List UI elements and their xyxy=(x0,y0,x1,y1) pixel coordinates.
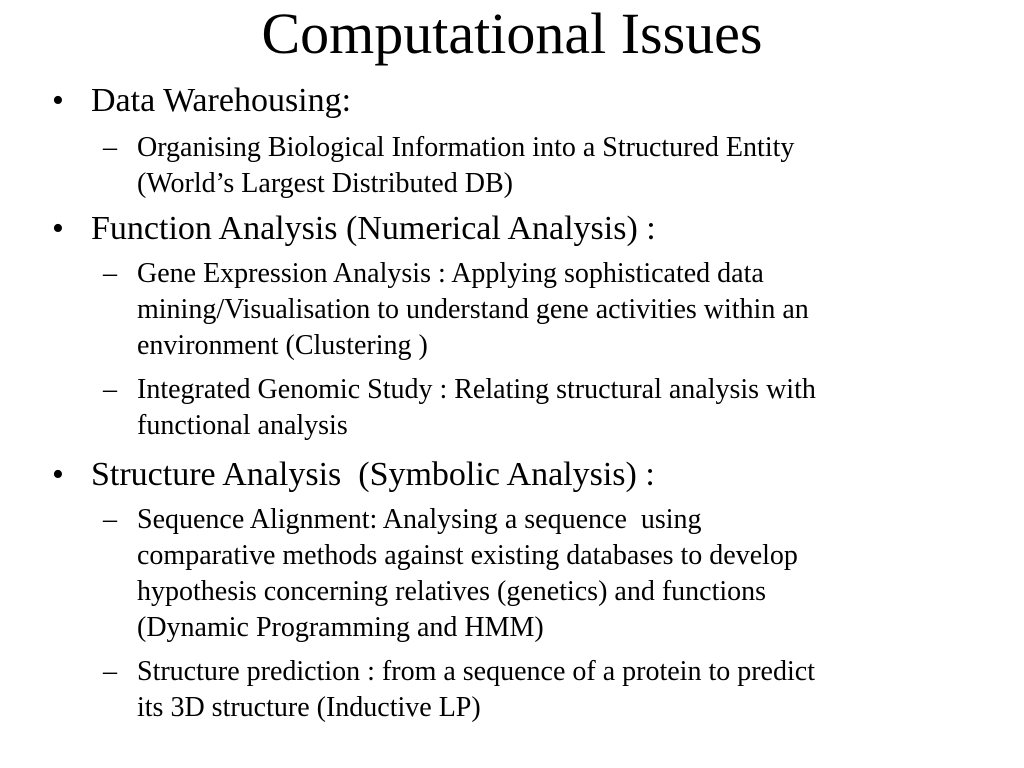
bullet-marker: • xyxy=(52,456,64,493)
sub-item-line: environment (Clustering ) xyxy=(137,330,428,361)
sub-marker: – xyxy=(103,504,117,535)
bullet-data-warehousing xyxy=(0,80,1024,122)
sub-item-line: comparative methods against existing databases to develop xyxy=(137,540,798,571)
sub-item-line: Structure prediction : from a sequence of a protein to predict xyxy=(137,656,815,687)
sub-marker: – xyxy=(103,132,117,163)
sub-item-line: hypothesis concerning relatives (genetics) and functions xyxy=(137,576,767,607)
bullet-function-analysis xyxy=(0,208,1024,250)
bullet-text: Function Analysis (Numerical Analysis) : xyxy=(91,210,656,247)
bullet-structure-analysis xyxy=(0,454,1024,496)
bullet-text: Structure Analysis (Symbolic Analysis) : xyxy=(91,456,655,493)
sub-item-sequence-alignment xyxy=(0,502,977,646)
sub-item-line: its 3D structure (Inductive LP) xyxy=(137,692,481,723)
sub-item-organising-information xyxy=(0,130,977,202)
sub-item-line: (Dynamic Programming and HMM) xyxy=(137,612,544,643)
sub-item-line: mining/Visualisation to understand gene activities within an xyxy=(137,294,809,325)
sub-item-line: functional analysis xyxy=(137,410,348,441)
slide-title: Computational Issues xyxy=(261,1,763,66)
sub-marker: – xyxy=(103,258,117,289)
sub-item-line: Sequence Alignment: Analysing a sequence using xyxy=(137,504,702,535)
slide-content xyxy=(0,80,1024,726)
bullet-text: Data Warehousing: xyxy=(91,82,352,119)
sub-item-line: (World’s Largest Distributed DB) xyxy=(137,168,513,199)
sub-marker: – xyxy=(103,656,117,687)
bullet-marker: • xyxy=(52,82,64,119)
sub-item-line: Gene Expression Analysis : Applying sophisticated data xyxy=(137,258,764,289)
sub-item-gene-expression xyxy=(0,256,977,364)
sub-item-structure-prediction xyxy=(0,654,977,726)
bullet-marker: • xyxy=(52,210,64,247)
sub-marker: – xyxy=(103,374,117,405)
sub-item-line: Integrated Genomic Study : Relating structural analysis with xyxy=(137,374,816,405)
sub-item-integrated-genomic-study xyxy=(0,372,977,444)
sub-item-line: Organising Biological Information into a Structured Entity xyxy=(137,132,795,163)
